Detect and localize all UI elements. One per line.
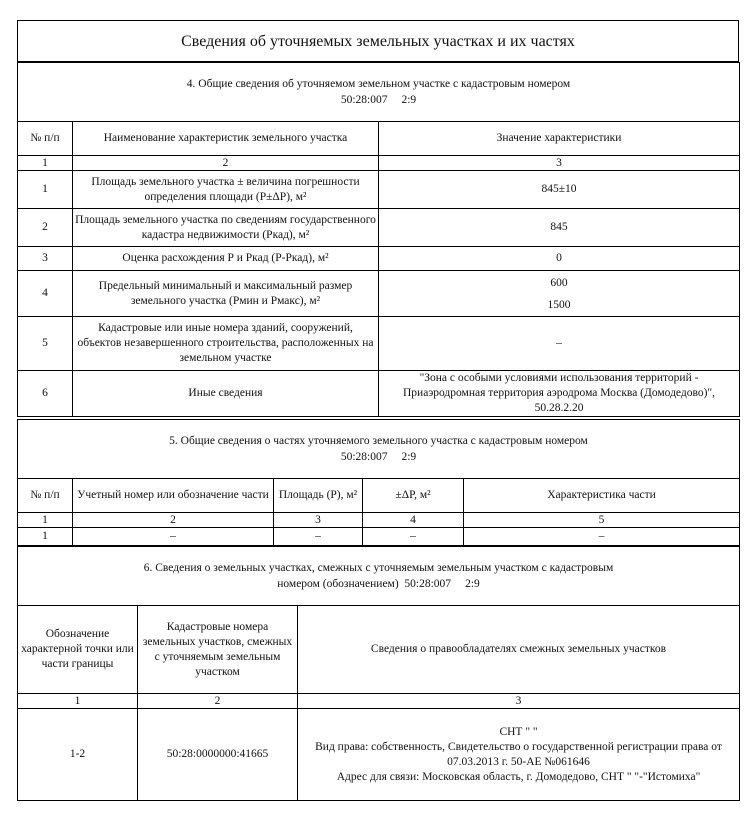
section6-heading <box>18 547 740 606</box>
table-row <box>18 709 740 801</box>
section6-heading-text: 6. Сведения о земельных участках, смежных с уточняемым земельным участком с кадастровым <box>143 562 614 574</box>
table-row: 4 Предельный минимальный и максимальный размер земельного участка (Рмин и Рмакс), м² 600 1500 <box>18 271 740 317</box>
table-row: 1 Площадь земельного участка ± величина погрешности определения площади (Р±ΔР), м² 845±10 <box>18 171 740 209</box>
section4-cadastral-number: 50:28:007 2:9 <box>340 94 417 106</box>
value-max: 1500 <box>547 298 571 311</box>
s5-header-num: № п/п <box>18 479 73 513</box>
s5-header-char: Характеристика части <box>464 479 740 513</box>
s6-cadastral: 50:28:0000000:41665 <box>138 709 298 801</box>
s4-colnum-1: 1 <box>18 156 73 171</box>
s6-header-owner: Сведения о правообладателях смежных земельных участков <box>298 606 740 694</box>
s4-header-num: № п/п <box>18 122 73 156</box>
section6-table: 6. Сведения о земельных участках, смежных с уточняемым земельным участком с кадастровым номером (обозначением) 50:28:007 2:9 Обозначение характерной точки или части границы Кадастровые номера земельных участков, смежных с уточняемым земельным участком Сведения о правообладателях смежных земельных участков 1 2 3 1-2 50:28:0000000:41665 СНТ " " Вид права: собственность, Свидетельство о государственной регистрации права от 07.03.2013 г. 50-АЕ №061646 Адрес для связи: Московская область, г. Домодедово, СНТ " "-"Истомиха" <box>17 546 740 801</box>
s5-header-part: Учетный номер или обозначение части <box>73 479 274 513</box>
table-row: 2 Площадь земельного участка по сведениям государственного кадастра недвижимости (Ркад), м² 845 <box>18 209 740 247</box>
document-sheet <box>17 20 739 801</box>
table-row: 3 Оценка расхождения Р и Ркад (Р-Ркад), м² 0 <box>18 247 740 271</box>
table-row: 6 Иные сведения "Зона с особыми условиями использования территорий - Приаэродромная территория аэродрома Москва (Домодедово)", 50.28.2.20 <box>18 371 740 417</box>
s4-colnum-3: 3 <box>379 156 740 171</box>
table-row: 1 – – – – <box>18 528 740 546</box>
s5-header-error: ±ΔР, м² <box>363 479 464 513</box>
section4-heading-text: 4. Общие сведения об уточняемом земельном участке с кадастровым номером <box>186 78 571 90</box>
title-table <box>17 20 739 62</box>
s6-header-point: Обозначение характерной точки или части границы <box>18 606 138 694</box>
section4-heading <box>18 63 740 122</box>
section5-table: 5. Общие сведения о частях уточняемого земельного участка с кадастровым номером 50:28:007 2:9 № п/п Учетный номер или обозначение части Площадь (Р), м² ±ΔР, м² Характеристика части 1 2 3 4 5 1 – – – – <box>17 419 740 546</box>
s4-header-name: Наименование характеристик земельного участка <box>73 122 379 156</box>
s6-header-cad: Кадастровые номера земельных участков, смежных с уточняемым земельным участком <box>138 606 298 694</box>
section6-heading-line2: номером (обозначением) 50:28:007 2:9 <box>277 578 480 590</box>
section4-table <box>17 62 740 417</box>
s5-header-area: Площадь (Р), м² <box>274 479 363 513</box>
s4-colnum-2: 2 <box>73 156 379 171</box>
s4-header-value: Значение характеристики <box>379 122 740 156</box>
value-min: 600 <box>550 276 568 289</box>
section5-heading-text: 5. Общие сведения о частях уточняемого земельного участка с кадастровым номером <box>169 435 588 447</box>
section5-cadastral-number: 50:28:007 2:9 <box>340 451 417 463</box>
section5-heading <box>18 420 740 479</box>
document-title: Сведения об уточняемых земельных участках и их частях <box>18 21 739 62</box>
table-row: 5 Кадастровые или иные номера зданий, сооружений, объектов незавершенного строительства, расположенных на земельном участке – <box>18 317 740 371</box>
s6-owner: СНТ " " Вид права: собственность, Свидетельство о государственной регистрации права от 07.03.2013 г. 50-АЕ №061646 Адрес для связи: Московская область, г. Домодедово, СНТ " "-"Истомиха" <box>298 709 740 801</box>
s6-point: 1-2 <box>18 709 138 801</box>
